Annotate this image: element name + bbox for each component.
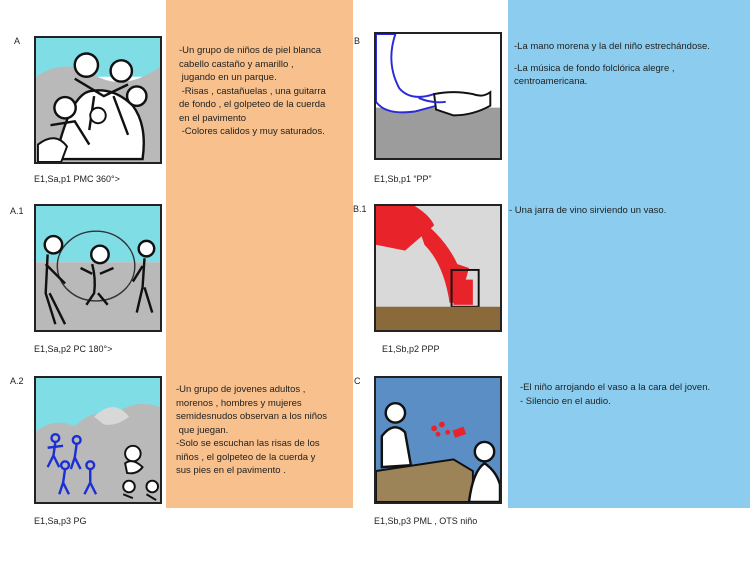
description-a-line: -Un grupo de niños de piel blanca xyxy=(179,45,322,56)
jump-rope-sketch xyxy=(36,206,160,330)
description-b1 xyxy=(509,204,666,218)
description-a2-line: morenos , hombres y mujeres xyxy=(176,397,302,409)
description-a-line: -Risas , castañuelas , una guitarra xyxy=(179,85,326,97)
description-b-line xyxy=(514,54,710,62)
description-a-line: jugando en un parque. xyxy=(179,72,277,83)
description-c-line: -El niño arrojando el vaso a la cara del joven. xyxy=(520,382,711,393)
description-b-line: -La mano morena y la del niño estrechándose. xyxy=(514,41,710,52)
wine-pouring-sketch xyxy=(376,206,500,330)
panel-a2-frame xyxy=(34,376,162,504)
description-a xyxy=(179,44,326,139)
panel-b-frame xyxy=(374,32,502,160)
description-c-line: - Silencio en el audio. xyxy=(520,395,611,407)
description-a2-line: niños , el golpeteo de la cuerda y xyxy=(176,451,316,463)
panel-b1-caption: E1,Sb,p2 PPP xyxy=(382,344,440,354)
adults-watching-sketch xyxy=(36,378,160,502)
panel-b-letter: B xyxy=(354,36,361,46)
description-a-line: -Colores calidos y muy saturados. xyxy=(179,126,325,137)
description-a2-line: sus pies en el pavimento . xyxy=(176,465,286,476)
panel-a1-letter: A.1 xyxy=(10,206,24,216)
panel-a-letter: A xyxy=(14,36,21,46)
description-b-line: -La música de fondo folclórica alegre , xyxy=(514,62,675,74)
kids-playing-sketch xyxy=(36,38,160,162)
panel-a2-caption: E1,Sa,p3 PG xyxy=(34,516,87,526)
panel-b-caption: E1,Sb,p1 “PP” xyxy=(374,174,432,184)
panel-c-caption: E1,Sb,p3 PML , OTS niño xyxy=(374,516,478,526)
description-c xyxy=(520,381,710,408)
panel-a1-frame xyxy=(34,204,162,332)
description-a-line: en el pavimento xyxy=(179,112,247,124)
panel-c-frame xyxy=(374,376,502,504)
handshake-sketch xyxy=(376,34,500,158)
panel-c-letter: C xyxy=(354,376,361,386)
description-a2-line: semidesnudos observan a los niños xyxy=(176,411,328,422)
panel-a-frame xyxy=(34,36,162,164)
description-b-line: centroamericana. xyxy=(514,76,588,87)
description-a-line: cabello castaño y amarillo , xyxy=(179,58,294,70)
panel-b1-letter: B.1 xyxy=(353,204,367,214)
panel-a2-letter: A.2 xyxy=(10,376,24,386)
panel-a1-caption: E1,Sa,p2 PC 180°> xyxy=(34,344,113,354)
panel-b1-frame xyxy=(374,204,502,332)
throwing-glass-sketch xyxy=(376,378,500,502)
description-a2-line: -Solo se escuchan las risas de los xyxy=(176,438,320,449)
description-a2-line: que juegan. xyxy=(176,424,229,436)
description-b1-line: - Una jarra de vino sirviendo un vaso. xyxy=(509,205,667,216)
description-a2-line: -Un grupo de jovenes adultos , xyxy=(176,384,306,395)
description-a2 xyxy=(176,383,327,478)
description-a-line: de fondo , el golpeteo de la cuerda xyxy=(179,99,326,110)
panel-a-caption: E1,Sa,p1 PMC 360°> xyxy=(34,174,120,184)
description-b xyxy=(514,40,710,89)
